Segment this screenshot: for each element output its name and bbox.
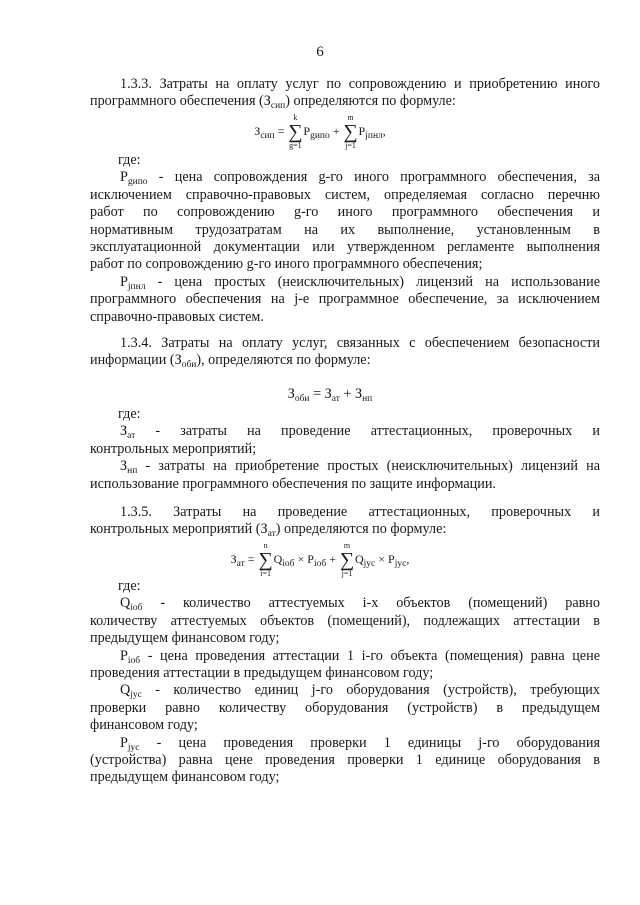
subscript: оби [181, 360, 197, 371]
definition-symbol: P [120, 734, 128, 751]
subscript: оби [294, 394, 310, 404]
section-1-3-3-definitions [90, 152, 600, 326]
formula-symbol: З [254, 123, 261, 138]
sum-lower-limit: j=1 [341, 569, 353, 578]
formula-symbol: Q [273, 551, 283, 566]
times-sign: × [297, 551, 305, 566]
text-line: исключением справочно-правовых систем, определяемая согласно перечню [90, 186, 600, 203]
definition-symbol: P [120, 647, 128, 664]
plus-sign: + [329, 551, 336, 566]
definition-symbol: Q [120, 595, 131, 612]
text-line: 1.3.5. Затраты на проведение аттестационных, проверочных и [120, 504, 600, 520]
formula-symbol: P [358, 123, 366, 138]
text-line: 1.3.3. Затраты на оплату услуг по сопровождению и приобретению иного [120, 76, 600, 92]
text-line: (устройства) равна цене проведения проверки 1 единице оборудования в [90, 752, 600, 769]
definition-line [90, 735, 600, 752]
where-label: где: [118, 406, 141, 422]
subscript: jпнл [365, 130, 383, 141]
sum-upper-limit: m [343, 541, 351, 550]
subscript: iоб [282, 558, 295, 569]
subscript: gипо [127, 177, 148, 188]
section-1-3-5-intro [90, 504, 600, 539]
sum-operator [343, 114, 359, 150]
text-line: проведения аттестации в предыдущем финансовом году; [90, 665, 434, 682]
subscript: jус [363, 558, 376, 569]
text-line: работ по сопровождению g-го иного программного обеспечения; [90, 256, 483, 273]
sum-upper-limit: n [263, 541, 268, 550]
sum-upper-limit: m [347, 113, 354, 122]
text-line: программного обеспечения на j-е программное обеспечение, за исключением [90, 291, 600, 308]
text-fragment: - цена простых (неисключительных) лицензий на использование [157, 273, 600, 290]
sigma-glyph: ∑ [288, 121, 303, 143]
text-line: эксплуатационной документации или утвержденном регламенте выполнения [90, 239, 600, 256]
formula-symbol: З [287, 386, 295, 402]
formula-symbol: P [307, 551, 314, 566]
definition-symbol: P [120, 273, 128, 290]
formula-zsip [0, 114, 640, 150]
text-line [90, 352, 600, 369]
text-line: предыдущем финансовом году; [90, 630, 280, 647]
text-fragment: - цена сопровождения g-го иного программного обеспечения, за [158, 169, 601, 186]
definition-symbol: Q [120, 682, 131, 699]
subscript: iоб [313, 558, 327, 569]
text-line: справочно-правовых систем. [90, 308, 264, 325]
definition-line [90, 682, 600, 699]
subscript: нп [127, 466, 138, 477]
formula-symbol: З [230, 551, 237, 566]
section-1-3-3-intro [90, 76, 600, 111]
subscript: ат [127, 431, 136, 442]
page-number: 6 [316, 44, 324, 60]
subscript: iоб [127, 655, 141, 666]
text-fragment: - количество аттестуемых i-х объектов (помещений) равно [160, 595, 600, 612]
section-1-3-4-definitions [90, 406, 600, 493]
definition-line [90, 595, 600, 612]
text-fragment: - количество единиц j-го оборудования (устройств), требующих [155, 682, 600, 699]
section-1-3-4-intro [90, 335, 600, 370]
formula-punctuation: , [382, 123, 386, 138]
formula-symbol: З [354, 386, 363, 402]
definition-symbol: P [120, 169, 128, 186]
definition-line [90, 274, 600, 291]
text-fragment: контрольных мероприятий (З [90, 521, 268, 538]
text-line: нормативным трудозатратам на их выполнение, установленным в [90, 221, 600, 238]
definition-line [90, 648, 600, 665]
sum-operator [258, 542, 274, 578]
sum-lower-limit: i=1 [260, 569, 271, 578]
sum-lower-limit: j=1 [345, 141, 356, 150]
sigma-glyph: ∑ [258, 549, 273, 571]
text-fragment: - затраты на приобретение простых (неисключительных) лицензий на [145, 458, 600, 475]
subscript: ат [236, 558, 245, 569]
text-line: предыдущем финансовом году; [90, 769, 280, 786]
text-line: проверки равно количеству оборудования (устройств) в предыдущем [90, 699, 600, 716]
text-fragment: ) определяются по формуле: [285, 93, 456, 110]
where-label: где: [118, 152, 141, 168]
subscript: jус [394, 558, 407, 569]
text-line: финансовом году; [90, 717, 198, 734]
subscript: jус [130, 690, 142, 701]
subscript: ат [267, 529, 276, 540]
subscript: нп [362, 394, 373, 404]
equals-sign: = [247, 551, 255, 566]
definition-symbol: З [120, 423, 128, 440]
equals-sign: = [277, 123, 285, 138]
text-fragment: - цена проведения проверки 1 единицы j-го оборудования [156, 734, 600, 751]
sum-upper-limit: k [293, 113, 298, 122]
formula-symbol: P [303, 123, 311, 138]
text-line: контрольных мероприятий; [90, 440, 257, 457]
text-fragment: информации (З [90, 352, 182, 369]
formula-symbol: З [324, 386, 332, 402]
sum-operator [339, 542, 355, 578]
where-label: где: [118, 578, 141, 594]
definition-symbol: З [120, 458, 128, 475]
subscript: ат [331, 394, 340, 404]
subscript: gипо [310, 130, 330, 141]
text-line [90, 521, 600, 538]
plus-sign: + [343, 386, 352, 402]
formula-zobi [10, 386, 640, 403]
text-line: работ по сопровождению g-го иного программного обеспечения и [90, 204, 600, 221]
text-line [90, 93, 600, 110]
formula-punctuation: , [406, 551, 410, 566]
text-fragment: ) определяются по формуле: [275, 521, 447, 538]
sigma-glyph: ∑ [343, 121, 358, 143]
text-line: количеству аттестуемых объектов (помещений), подлежащих аттестации в [90, 612, 600, 629]
text-fragment: программного обеспечения (З [90, 93, 271, 110]
formula-symbol: Q [354, 551, 364, 566]
section-1-3-5-definitions [90, 578, 600, 787]
subscript: jпнл [127, 281, 146, 292]
times-sign: × [378, 551, 386, 566]
subscript: сип [270, 101, 286, 112]
sum-operator [287, 114, 303, 150]
text-fragment: - цена проведения аттестации 1 i-го объекта (помещения) равна цене [147, 647, 600, 664]
text-line: использование программного обеспечения по защите информации. [90, 475, 496, 492]
text-line: 1.3.4. Затраты на оплату услуг, связанных с обеспечением безопасности [120, 335, 600, 351]
definition-line [90, 423, 600, 440]
text-fragment: ), определяются по формуле: [196, 352, 371, 369]
subscript: iоб [130, 603, 143, 614]
definition-line [90, 169, 600, 186]
sigma-glyph: ∑ [339, 549, 355, 571]
text-fragment: - затраты на проведение аттестационных, проверочных и [155, 423, 601, 440]
subscript: сип [260, 130, 275, 141]
formula-symbol: P [388, 551, 395, 566]
subscript: jус [127, 742, 140, 753]
equals-sign: = [313, 386, 322, 402]
sum-lower-limit: g=1 [289, 141, 302, 150]
formula-zat [0, 542, 640, 578]
plus-sign: + [332, 123, 340, 138]
definition-line [90, 458, 600, 475]
